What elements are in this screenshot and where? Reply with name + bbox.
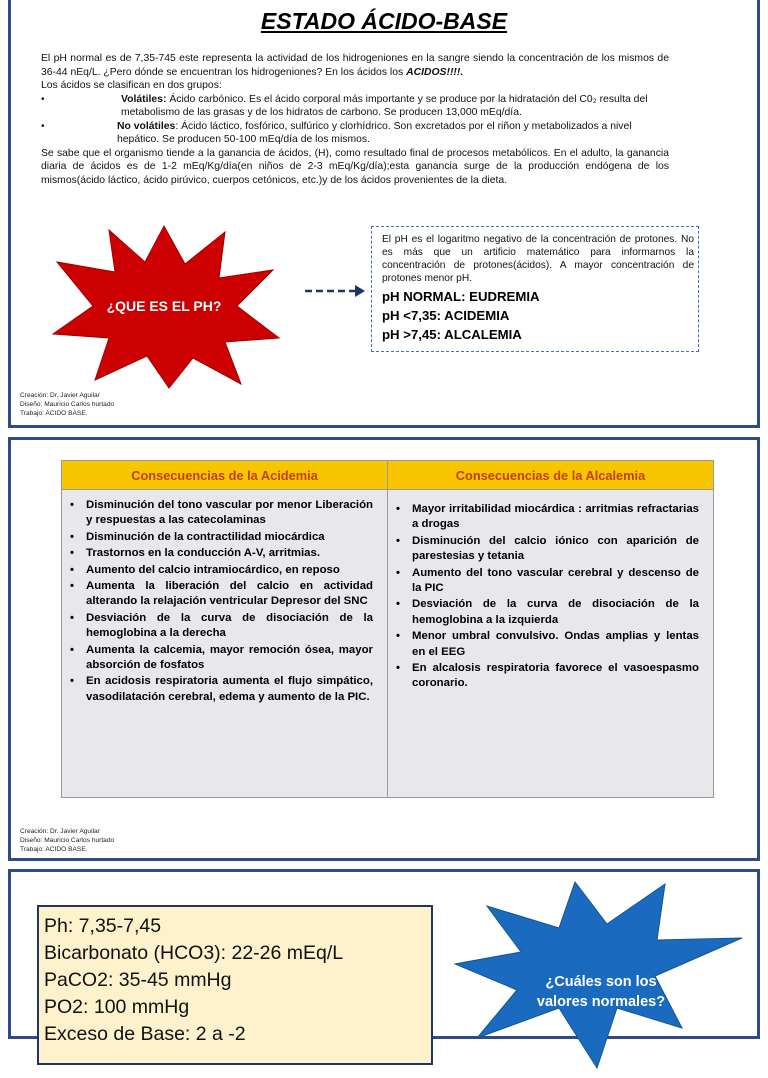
star-label-valores-normales bbox=[531, 972, 671, 1012]
value-base-excess: Exceso de Base: 2 a -2 bbox=[44, 1023, 246, 1045]
credit-creation: Creación: Dr. Javier Aguilar bbox=[20, 828, 100, 835]
intro-paragraph bbox=[41, 52, 669, 79]
list-item: • Menor umbral convulsivo. Ondas amplias y lentas en el EEG bbox=[410, 629, 699, 660]
bullet-volatiles bbox=[41, 93, 669, 120]
acidemia-list bbox=[62, 490, 387, 705]
intro-text-block bbox=[41, 52, 669, 187]
bullet-bold: No volátiles bbox=[117, 120, 176, 132]
slide-normal-values bbox=[8, 869, 760, 1045]
list-item: • Aumento del tono vascular cerebral y descenso de la PIC bbox=[410, 566, 699, 597]
bullet-dot: • bbox=[41, 93, 45, 105]
alcalemia-column bbox=[387, 461, 713, 797]
dashed-arrow bbox=[303, 283, 367, 299]
list-item: • Aumenta la calcemia, mayor remoción ósea, mayor absorción de fosfatos bbox=[84, 643, 373, 674]
bullet-dot: • bbox=[41, 120, 45, 132]
credits bbox=[20, 391, 114, 418]
ph-definition-box bbox=[371, 226, 699, 352]
slide-title: ESTADO ÁCIDO-BASE bbox=[260, 8, 508, 34]
slide-consequences bbox=[8, 437, 760, 861]
star-label-line-1: ¿Cuáles son los bbox=[545, 974, 657, 990]
credit-work: Trabajo: ACIDO BASE. bbox=[20, 846, 88, 853]
ph-acidemia-line: pH <7,35: ACIDEMIA bbox=[382, 308, 510, 323]
slide-acid-base-intro bbox=[8, 0, 760, 428]
list-item: • En acidosis respiratoria aumenta el flujo simpático, vasodilatación cerebral, edema y aumento de la PIC. bbox=[84, 674, 373, 705]
credit-creation: Creación: Dr. Javier Aguilar bbox=[20, 392, 100, 399]
list-item: • Aumento del calcio intramiocárdico, en reposo bbox=[84, 563, 373, 578]
star-label-line-2: valores normales? bbox=[536, 994, 666, 1010]
acidemia-column bbox=[62, 461, 387, 797]
acidemia-header: Consecuencias de la Acidemia bbox=[62, 461, 387, 490]
list-item: • Aumenta la liberación del calcio en actividad alterando la relajación ventricular Depresor del SNC bbox=[84, 579, 373, 610]
intro-text: El pH normal es de 7,35-745 este representa la actividad de los hidrogeniones en la sangre siendo la concentración de los mismos de 36-44 nEq/L. ¿Pero dónde se encuentran los hidrogeniones? En los ácidos los bbox=[41, 53, 669, 78]
classify-line: Los ácidos se clasifican en dos grupos: bbox=[41, 80, 222, 91]
credit-design: Diseño: Mauricio Carlos hurtado bbox=[20, 401, 115, 408]
intro-emphasis: ACIDOS!!!!. bbox=[406, 66, 464, 78]
credits bbox=[20, 827, 114, 854]
list-item: • Mayor irritabilidad miocárdica : arritmias refractarias a drogas bbox=[410, 502, 699, 533]
credit-design: Diseño: Mauricio Carlos hurtado bbox=[20, 837, 115, 844]
ph-normal-line: pH NORMAL: EUDREMIA bbox=[382, 289, 540, 304]
list-item: • Disminución del tono vascular por menor Liberación y respuestas a las catecolaminas bbox=[84, 498, 373, 529]
bullet-bold: Volátiles: bbox=[121, 93, 167, 105]
value-bicarbonate: Bicarbonato (HCO3): 22-26 mEq/L bbox=[44, 942, 344, 964]
alcalemia-list bbox=[388, 490, 713, 692]
ph-description: El pH es el logaritmo negativo de la concentración de protones. No es más que un artificio matemático para informarnos la concentración de protones(ácidos). A mayor concentración de protones menor pH. bbox=[382, 234, 694, 284]
bullet-no-volatiles bbox=[41, 120, 669, 147]
value-po2: PO2: 100 mmHg bbox=[44, 996, 190, 1018]
list-item: • En alcalosis respiratoria favorece el vasoespasmo coronario. bbox=[410, 661, 699, 692]
bullet-text: : Ácido láctico, fosfórico, sulfúrico y clorhídrico. Son excretados por el riñon y metabolizados a nivel hepático. Se producen 50-100 mEq/día de los mismos. bbox=[117, 120, 632, 145]
list-item: • Trastornos en la conducción A-V, arritmias. bbox=[84, 546, 373, 561]
value-ph: Ph: 7,35-7,45 bbox=[44, 915, 162, 937]
ph-alcalemia-line: pH >7,45: ALCALEMIA bbox=[382, 327, 522, 342]
list-item: • Disminución de la contractilidad miocárdica bbox=[84, 530, 373, 545]
list-item: • Desviación de la curva de disociación de la hemoglobina a la derecha bbox=[84, 611, 373, 642]
list-item: • Desviación de la curva de disociación de la hemoglobina a la izquierda bbox=[410, 597, 699, 628]
normal-values-box bbox=[37, 905, 433, 1065]
consequences-table bbox=[61, 460, 714, 798]
star-label-que-es-ph: ¿QUE ES EL PH? bbox=[106, 298, 222, 314]
acid-gain-paragraph: Se sabe que el organismo tiende a la ganancia de ácidos, (H), como resultado final de procesos metabólicos. En el adulto, la ganancia diaria de ácidos es de 1-2 mEq/Kg/día(en niños de 2-3 mEq/Kg/día);esta ganancia surge de la producción endógena de los mismos(ácido láctico, ácido pirúvico, cuerpos cetónicos, etc.)y de los ácidos provenientes de la dieta. bbox=[41, 147, 669, 186]
bullet-text: Ácido carbónico. Es el ácido corporal más importante y se produce por la hidratación del C0₂ resulta del metabolismo de las grasas y de los hidratos de carbono. Se producen 13,000 mEq/día. bbox=[121, 93, 648, 118]
list-item: • Disminución del calcio iónico con aparición de parestesias y tetania bbox=[410, 534, 699, 565]
alcalemia-header: Consecuencias de la Alcalemia bbox=[388, 461, 713, 490]
value-paco2: PaCO2: 35-45 mmHg bbox=[44, 969, 232, 991]
credit-work: Trabajo: ACIDO BASE. bbox=[20, 410, 88, 417]
